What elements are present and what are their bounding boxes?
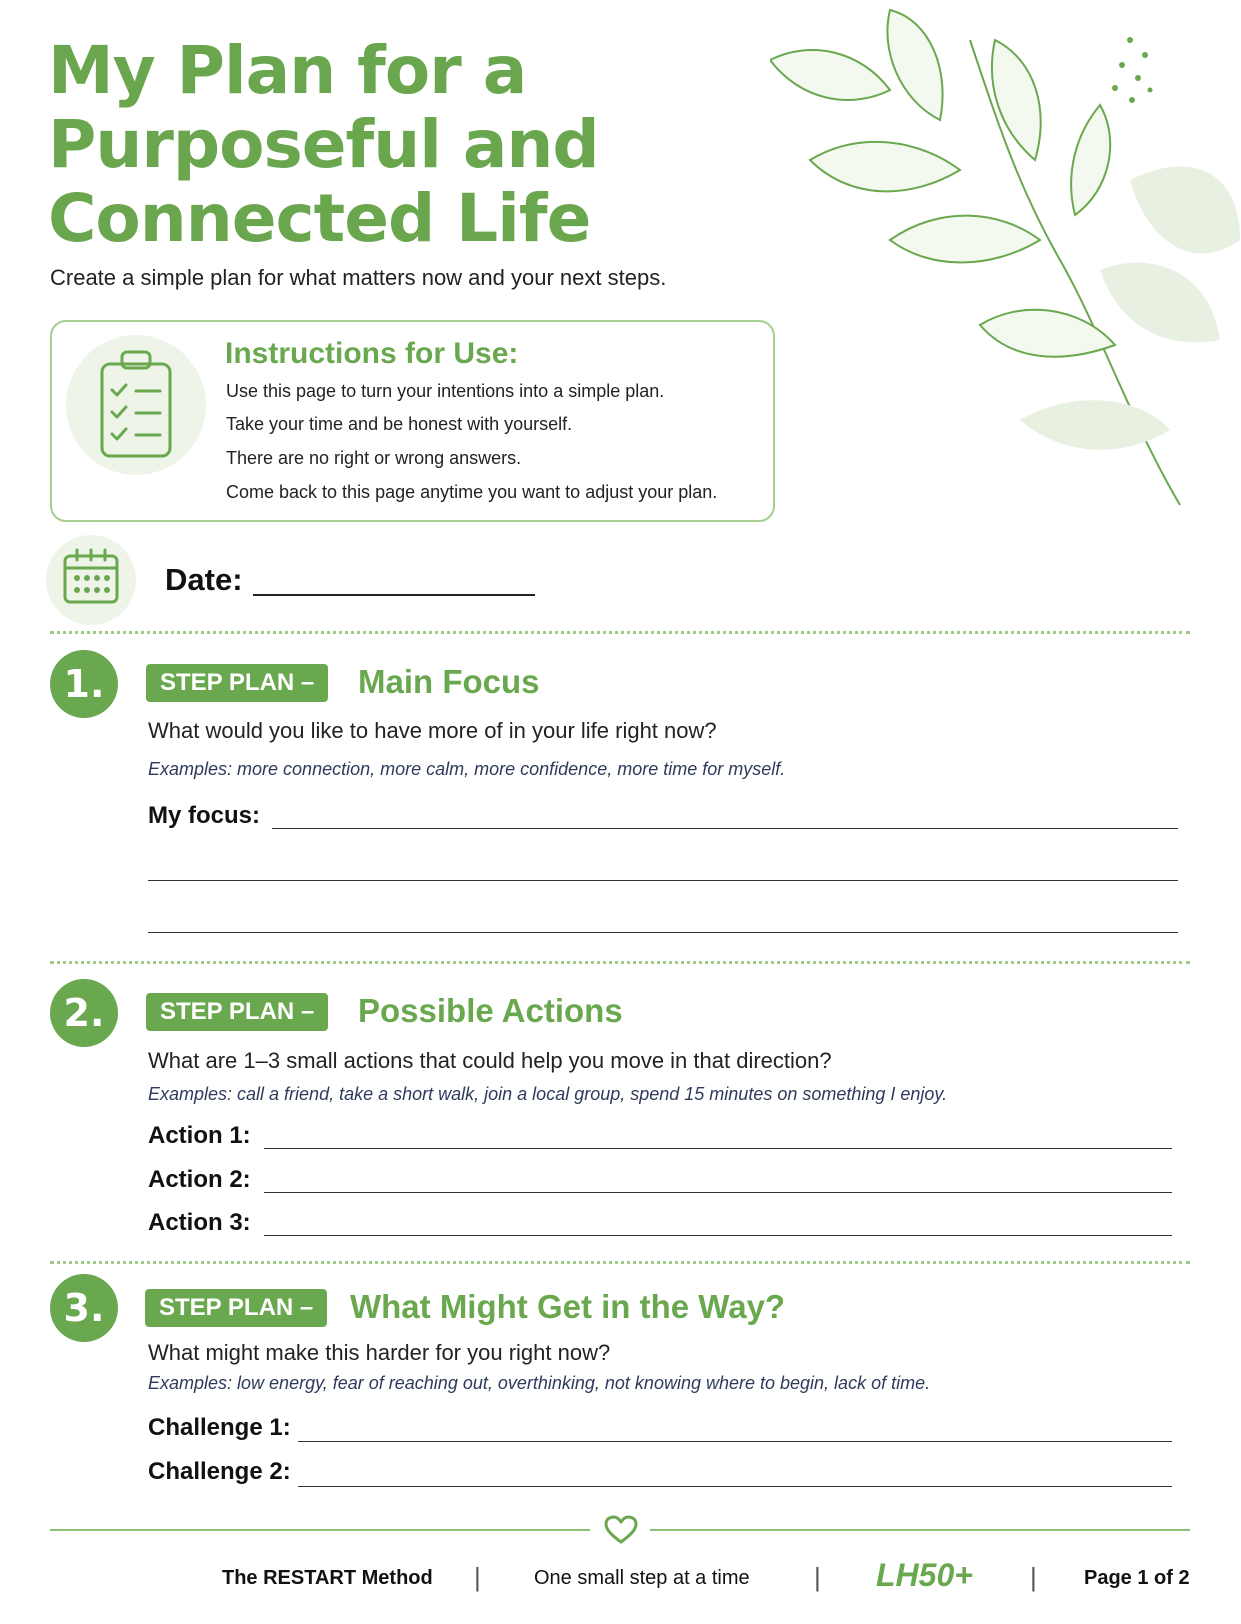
step-number-2: 2.	[50, 979, 118, 1047]
field-label-challenge-1: Challenge 1:	[148, 1414, 291, 1441]
step-title-2: Possible Actions	[358, 992, 623, 1029]
step-title-3: What Might Get in the Way?	[350, 1288, 786, 1325]
instruction-line-1: Use this page to turn your intentions into a simple plan.	[226, 381, 665, 401]
page-subtitle: Create a simple plan for what matters now and your next steps.	[50, 265, 667, 290]
step-title-1: Main Focus	[358, 663, 540, 700]
footer-separator: |	[814, 1562, 821, 1592]
clipboard-checklist-icon	[96, 348, 176, 460]
heart-icon	[604, 1515, 638, 1545]
step-question-1: What would you like to have more of in your life right now?	[148, 718, 717, 743]
step-pill-2: STEP PLAN –	[146, 993, 328, 1031]
challenge-2-line[interactable]	[298, 1486, 1172, 1487]
field-label-challenge-2: Challenge 2:	[148, 1458, 291, 1485]
my-focus-line-2[interactable]	[148, 880, 1178, 881]
calendar-icon	[62, 548, 120, 606]
action-1-line[interactable]	[264, 1148, 1172, 1149]
action-3-line[interactable]	[264, 1235, 1172, 1236]
date-input-line[interactable]	[253, 594, 535, 596]
footer-tagline: One small step at a time	[534, 1567, 750, 1589]
step-examples-1: Examples: more connection, more calm, more confidence, more time for myself.	[148, 759, 786, 779]
step-examples-2: Examples: call a friend, take a short walk, join a local group, spend 15 minutes on something I enjoy.	[148, 1084, 948, 1104]
instruction-line-2: Take your time and be honest with yourself.	[226, 414, 573, 434]
footer-separator: |	[474, 1562, 481, 1592]
field-label-action-1: Action 1:	[148, 1122, 251, 1149]
step-pill-1: STEP PLAN –	[146, 664, 328, 702]
title-line-3: Connected Life	[48, 180, 591, 257]
field-label-action-3: Action 3:	[148, 1209, 251, 1236]
footer-separator: |	[1030, 1562, 1037, 1592]
my-focus-line-3[interactable]	[148, 932, 1178, 933]
title-line-1: My Plan for a	[48, 32, 527, 109]
field-label-my-focus: My focus:	[148, 802, 261, 829]
footer-method: The RESTART Method	[222, 1567, 433, 1589]
field-label-action-2: Action 2:	[148, 1166, 251, 1193]
section-divider	[50, 1261, 1190, 1264]
instructions-title: Instructions for Use:	[225, 337, 519, 370]
instruction-line-4: Come back to this page anytime you want to adjust your plan.	[226, 482, 718, 502]
leaf-branch-illustration	[770, 0, 1241, 520]
footer-page-number: Page 1 of 2	[1084, 1567, 1190, 1589]
page-title	[48, 34, 599, 256]
date-label: Date:	[165, 562, 243, 597]
section-divider	[50, 961, 1190, 964]
step-question-2: What are 1–3 small actions that could help you move in that direction?	[148, 1048, 832, 1073]
title-line-2: Purposeful and	[48, 106, 599, 183]
footer-brand-logo: LH50+	[876, 1557, 973, 1593]
footer-rule-left	[50, 1529, 590, 1531]
action-2-line[interactable]	[264, 1192, 1172, 1193]
step-question-3: What might make this harder for you right now?	[148, 1340, 611, 1365]
footer-rule-right	[650, 1529, 1190, 1531]
step-examples-3: Examples: low energy, fear of reaching out, overthinking, not knowing where to begin, lack of time.	[148, 1373, 931, 1393]
section-divider	[50, 631, 1190, 634]
step-number-1: 1.	[50, 650, 118, 718]
instruction-line-3: There are no right or wrong answers.	[226, 448, 522, 468]
step-pill-3: STEP PLAN –	[145, 1289, 327, 1327]
my-focus-line-1[interactable]	[272, 828, 1178, 829]
step-number-3: 3.	[50, 1274, 118, 1342]
challenge-1-line[interactable]	[298, 1441, 1172, 1442]
